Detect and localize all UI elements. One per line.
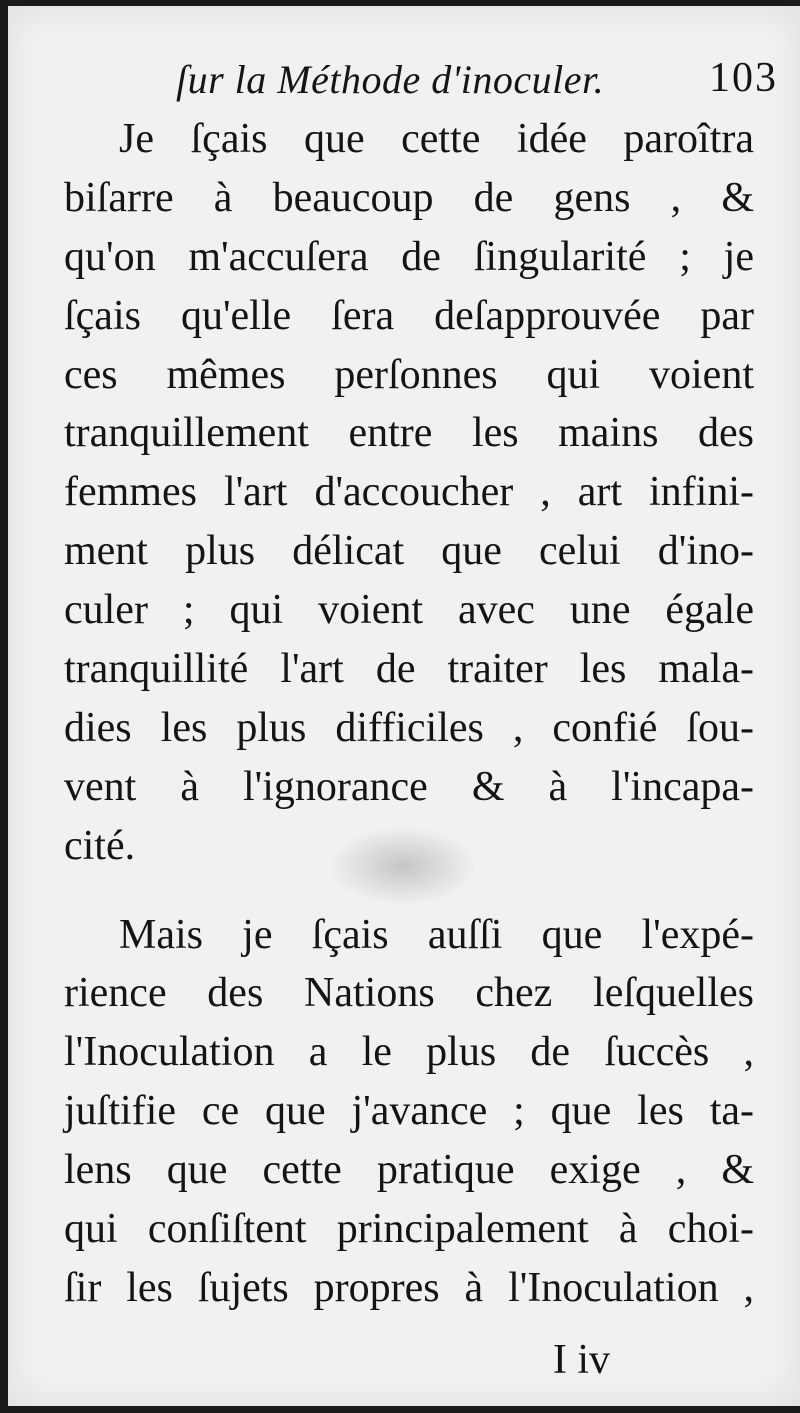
- text-line: qui conſiſtent principalement à choi-: [64, 1206, 754, 1253]
- text-line: tranquillité l'art de traiter les mala-: [64, 646, 754, 693]
- page-number: 103: [709, 55, 778, 101]
- text-line: Je ſçais que cette idée paroîtra: [119, 116, 754, 162]
- running-head-title: ſur la Méthode d'inoculer.: [176, 57, 605, 102]
- text-line: qu'on m'accuſera de ſingularité ; je: [64, 233, 754, 280]
- text-line: culer ; qui voient avec une égale: [64, 587, 754, 634]
- signature-mark: I iv: [552, 1337, 610, 1383]
- text-line: l'Inoculation a le plus de ſuccès ,: [64, 1029, 754, 1076]
- text-line: biſarre à beaucoup de gens , &: [64, 174, 754, 221]
- text-line: Mais je ſçais auſſi que l'expé-: [119, 911, 754, 958]
- paragraph: [64, 110, 754, 876]
- book-page: [8, 6, 800, 1406]
- text-line: dies les plus difficiles , confié ſou-: [64, 704, 754, 751]
- text-line: cité.: [64, 822, 136, 869]
- running-head: [138, 50, 778, 106]
- text-line: tranquillement entre les mains des: [64, 410, 754, 457]
- text-line: ment plus délicat que celui d'ino-: [64, 528, 754, 575]
- text-line: ſçais qu'elle ſera deſapprouvée par: [64, 292, 754, 339]
- body-text: [64, 110, 754, 1318]
- text-line: ſir les ſujets propres à l'Inoculation ,: [64, 1264, 754, 1311]
- text-line: vent à l'ignorance & à l'incapa-: [64, 763, 754, 810]
- paragraph: [64, 906, 754, 1318]
- text-line: rience des Nations chez leſquelles: [64, 970, 754, 1017]
- text-line: ces mêmes perſonnes qui voient: [64, 351, 754, 398]
- text-line: juſtifie ce que j'avance ; que les ta-: [64, 1088, 754, 1135]
- text-line: lens que cette pratique exige , &: [64, 1147, 754, 1194]
- text-line: femmes l'art d'accoucher , art infini-: [64, 469, 754, 516]
